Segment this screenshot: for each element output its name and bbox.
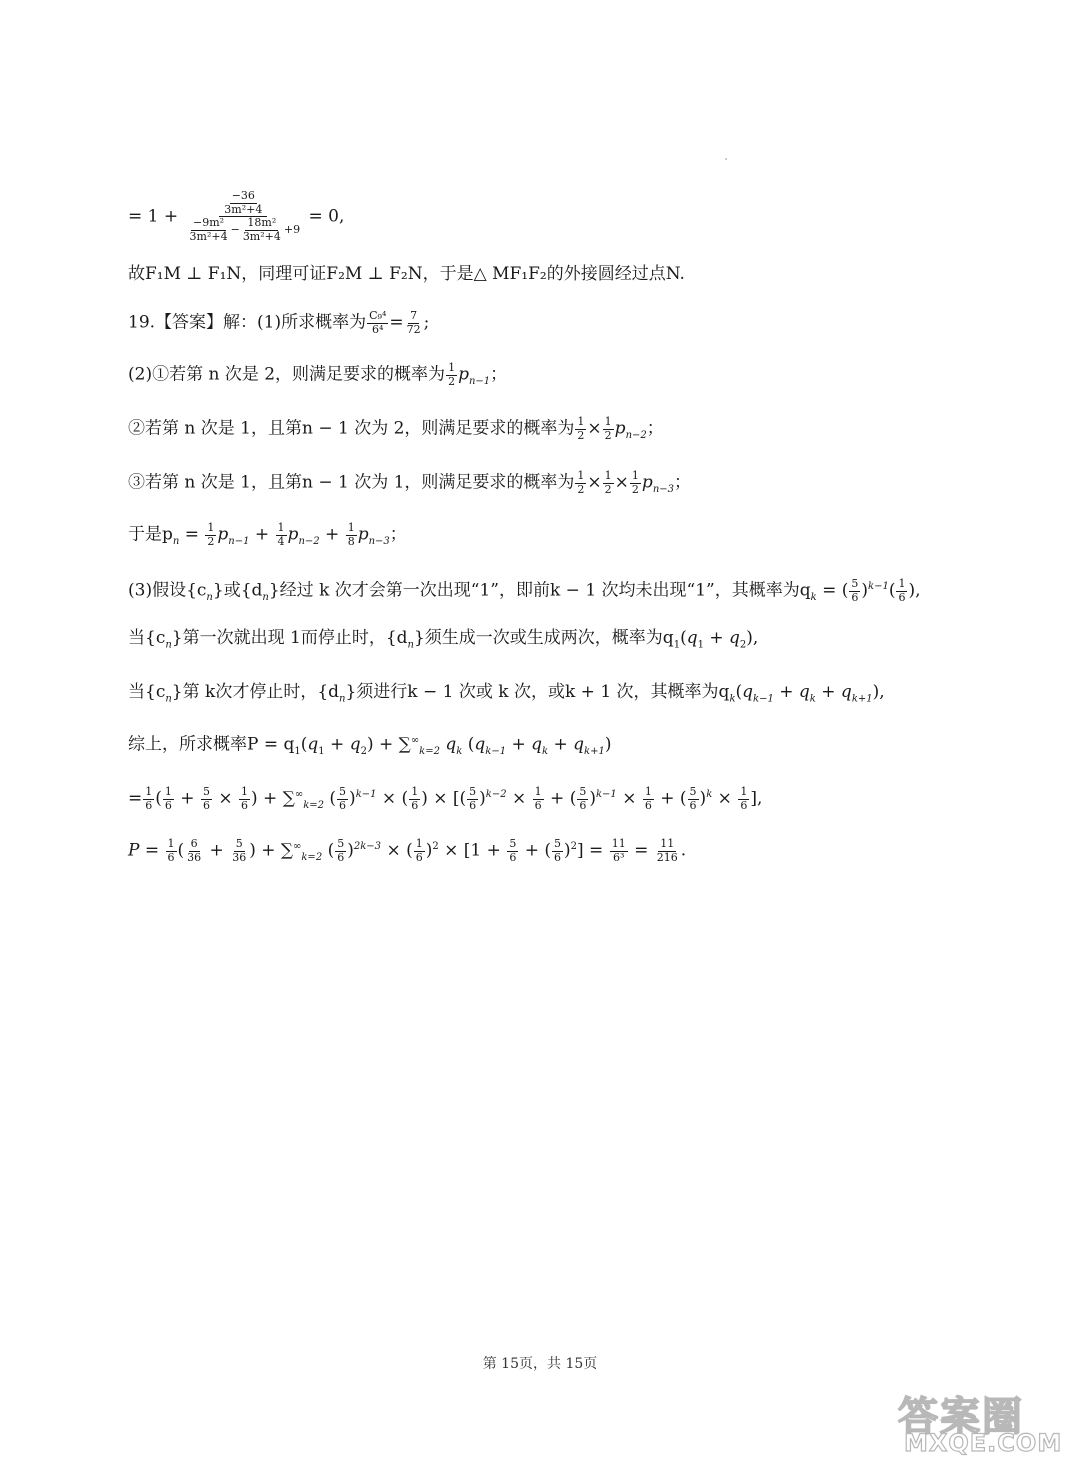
text: P = <box>128 840 160 861</box>
text: p <box>458 364 469 385</box>
text: ; <box>423 312 430 333</box>
text: }第一次就出现 1而停止时，{d <box>171 628 408 648</box>
text: = <box>128 788 143 809</box>
text-line-7: 于是$p_n$ = $\frac{1}{2}$ $p_{n-1}$ + $\frac{1}{4}$ $p_{n-2}$ + $\frac{1}{8}$ $p_{n-3}$； <box>128 521 407 548</box>
text-line-10: 当$\{c_n\}$第 k次才停止时，$\{d_n\}$须进行k − 1 次或 k 次，或k + 1 次，其概率为$q_k(q_{k-1} + q_k + q_{k+1})$, <box>128 682 885 705</box>
text: ③若第 n 次是 1，且第n − 1 次为 1，则满足要求的概率为 <box>128 472 575 493</box>
text: }或{d <box>212 580 263 601</box>
text: 3m²+4 <box>224 202 263 216</box>
text-line-2: 故F₁M ⊥ F₁N，同理可证F₂M ⊥ F₂N，于是△ MF₁F₂的外接圆经过点N. <box>128 264 685 284</box>
text: 72 <box>406 322 421 336</box>
watermark-url: MXQE.COM <box>904 1429 1063 1457</box>
text: = 1 + <box>128 206 179 227</box>
text: = 0, <box>308 206 345 227</box>
watermark-logo <box>898 1385 1066 1455</box>
text: 当{c <box>128 682 166 702</box>
formula-line-1 <box>128 190 344 244</box>
text: ； <box>490 364 508 385</box>
text: 7 <box>410 309 418 322</box>
text: 综上，所求概率P = q <box>128 734 295 755</box>
text: n−3 <box>652 484 674 496</box>
text: }须生成一次或生成两次，概率为q <box>413 628 674 648</box>
text: 18m² <box>247 216 277 230</box>
text-line-6: ③若第 n 次是 1，且第n − 1 次为 1，则满足要求的概率为 $\frac{1}{2}$ × $\frac{1}{2}$ × $\frac{1}{2}$ $p_{n-3}$； <box>128 469 691 496</box>
text: −9m² <box>193 216 225 230</box>
text: }须进行k − 1 次或 k 次，或k + 1 次，其概率为q <box>345 682 730 702</box>
text: C₉⁴ <box>369 309 387 322</box>
text: 当{c <box>128 628 166 648</box>
text: 6⁴ <box>372 322 384 336</box>
text: = ( <box>816 580 849 601</box>
text: 19.【答案】解：(1)所求概率为 <box>128 312 367 333</box>
text: (2)①若第 n 次是 2，则满足要求的概率为 <box>128 364 446 385</box>
text: 3m²+4 <box>189 229 228 243</box>
formula-line-13: P = $\frac{1}{6}$ ( $\frac{6}{36}$ + $\frac{5}{36}$ ) + $\sum^\infty_{k=2}$ ( $\frac{5}{6}$ )$^{2k-3}$ × ( $\frac{1}{6}$ )$^2$ × [1 + $\frac{5}{6}$ + ( $\frac{5}{6}$ )$^2$] = $\frac{11}{\text{6³}}$ = $\frac{11}{216}$ . <box>128 837 687 864</box>
text: n−2 <box>625 430 647 442</box>
page-footer: 第 15页，共 15页 <box>482 1356 598 1372</box>
text: n−1 <box>468 376 491 388</box>
text: n <box>172 536 180 548</box>
text: 于是p <box>128 524 173 545</box>
text-line-5: ②若第 n 次是 1，且第n − 1 次为 2，则满足要求的概率为 $\frac{1}{2}$ × $\frac{1}{2}$ $p_{n-2}$； <box>128 415 664 442</box>
speck <box>725 158 727 160</box>
watermark-text: 答案圈 <box>898 1394 1024 1440</box>
text: }经过 k 次才会第一次出现“1”，即前k − 1 次均未出现“1”，其概率为q <box>268 580 811 601</box>
text: +9 <box>283 223 301 237</box>
text: −36 <box>231 189 255 202</box>
nested-fraction: $\frac{-36}{\text{3m²+4}}$ $\frac{\text{−9m²}}{\text{3m²+4}}$ − $\frac{\text{18m²}}{\text{3m²+4}}$ +9 <box>189 189 301 243</box>
text-line-3 <box>128 310 429 336</box>
text-line-11: 综上，所求概率$P = q_1(q_1 + q_2) + \sum^\infty_{k=2}$ $q_k$ $(q_{k-1} + q_k + q_{k+1})$ <box>128 734 612 758</box>
text-line-8: (3)假设$\{c_n\}$或$\{d_n\}$经过 k 次才会第一次出现“1”，即前k − 1 次均未出现“1”，其概率为$q_k$ = ( $\frac{5}{6}$ )$^{k-1}$( $\frac{1}{6}$ ), <box>128 577 921 604</box>
text: }第 k次才停止时，{d <box>171 682 340 702</box>
text: ②若第 n 次是 1，且第n − 1 次为 2，则满足要求的概率为 <box>128 418 575 439</box>
text: 3m²+4 <box>242 229 281 243</box>
text-line-4: (2)①若第 n 次是 2，则满足要求的概率为 $\frac{1}{2}$ $p_{n-1}$； <box>128 361 508 388</box>
text: = <box>389 312 404 333</box>
formula-line-12: = $\frac{1}{6}$ ( $\frac{1}{6}$ + $\frac{5}{6}$ × $\frac{1}{6}$ ) + $\sum^\infty_{k=2}$ ( $\frac{5}{6}$ )$^{k-1}$ × ( $\frac{1}{6}$ ) × [( $\frac{5}{6}$ )$^{k-2}$ × $\frac{1}{6}$ + ( $\frac{5}{6}$ )$^{k-1}$ × $\frac{1}{6}$ + ( $\frac{5}{6}$ )$^k$ × $\frac{1}{6}$ ], <box>128 785 763 812</box>
text: (3)假设{c <box>128 580 207 601</box>
text-line-9: 当$\{c_n\}$第一次就出现 1而停止时，$\{d_n\}$须生成一次或生成两次，概率为$q_1(q_1 + q_2)$, <box>128 628 759 651</box>
